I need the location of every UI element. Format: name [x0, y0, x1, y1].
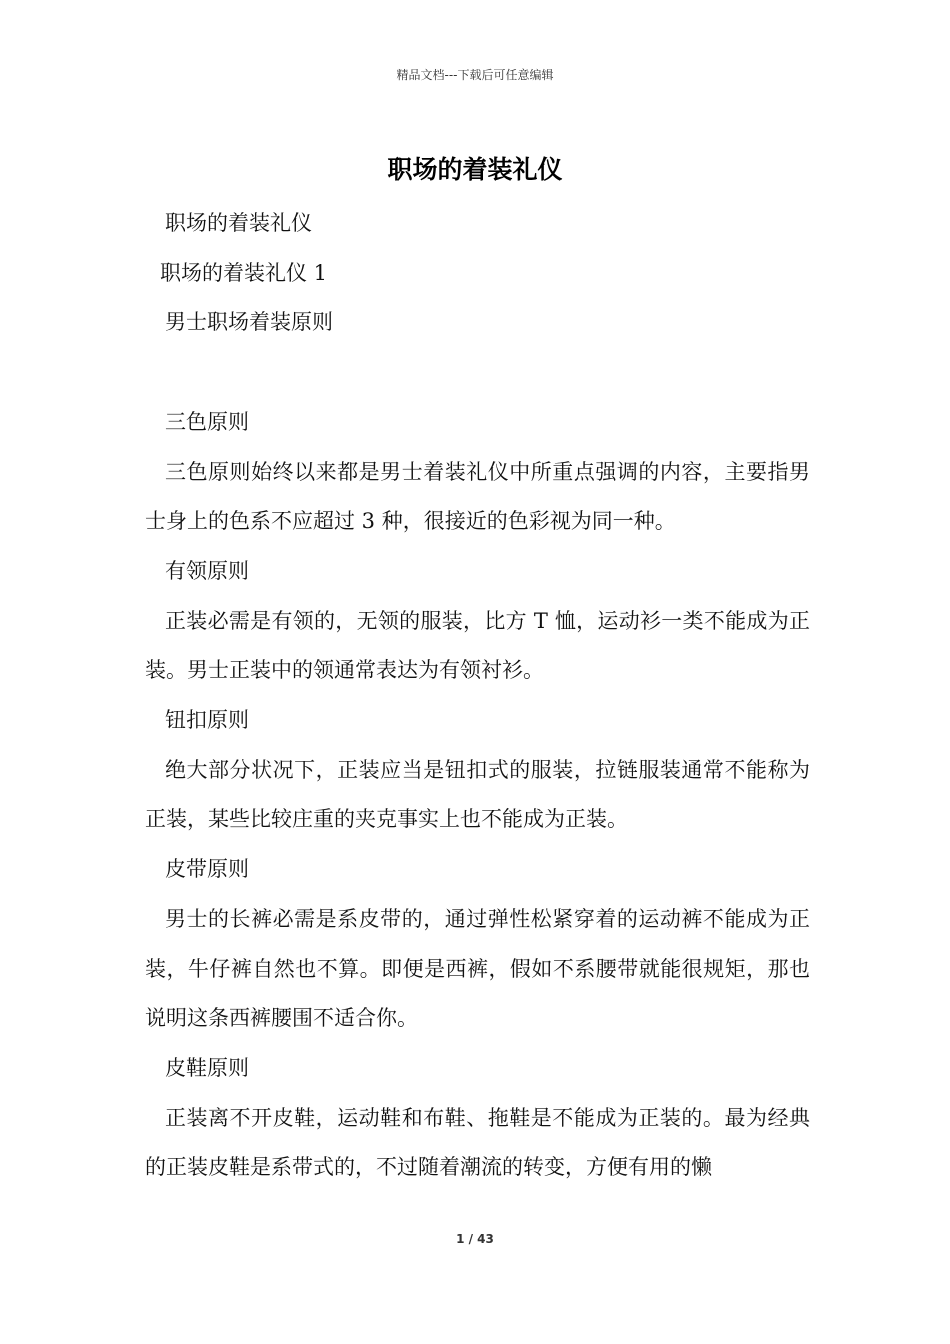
rule-heading: 三色原则: [165, 409, 249, 434]
rule-heading: 皮带原则: [165, 857, 249, 882]
section-title: 男士职场着装原则: [165, 310, 333, 335]
page-number: 1 / 43: [456, 1232, 494, 1246]
rule-heading: 钮扣原则: [165, 708, 249, 733]
rule-paragraph: 绝大部分状况下，正装应当是钮扣式的服装，拉链服装通常不能称为正装，某些比较庄重的夹克事实上也不能成为正装。: [145, 757, 810, 832]
document-title: 职场的着装礼仪: [387, 155, 563, 184]
intro-line-2: 职场的着装礼仪 1: [160, 260, 328, 285]
rule-heading: 有领原则: [165, 558, 249, 583]
rule-heading: 皮鞋原则: [165, 1055, 249, 1080]
rule-paragraph: 正装离不开皮鞋，运动鞋和布鞋、拖鞋是不能成为正装的。最为经典的正装皮鞋是系带式的，不过随着潮流的转变，方便有用的懒: [145, 1105, 810, 1180]
rule-paragraph: 三色原则始终以来都是男士着装礼仪中所重点强调的内容，主要指男士身上的色系不应超过 3 种，很接近的色彩视为同一种。: [145, 459, 810, 534]
intro-line-1: 职场的着装礼仪: [165, 211, 312, 235]
document-body: [145, 199, 810, 1193]
page-header: 精品文档---下载后可任意编辑: [396, 68, 554, 82]
rule-paragraph: 男士的长裤必需是系皮带的，通过弹性松紧穿着的运动裤不能成为正装，牛仔裤自然也不算。即便是西裤，假如不系腰带就能很规矩，那也说明这条西裤腰围不适合你。: [145, 906, 810, 1031]
blank-line: [145, 348, 810, 398]
rule-paragraph: 正装必需是有领的，无领的服装，比方 T 恤，运动衫一类不能成为正装。男士正装中的领通常表达为有领衬衫。: [145, 608, 810, 683]
